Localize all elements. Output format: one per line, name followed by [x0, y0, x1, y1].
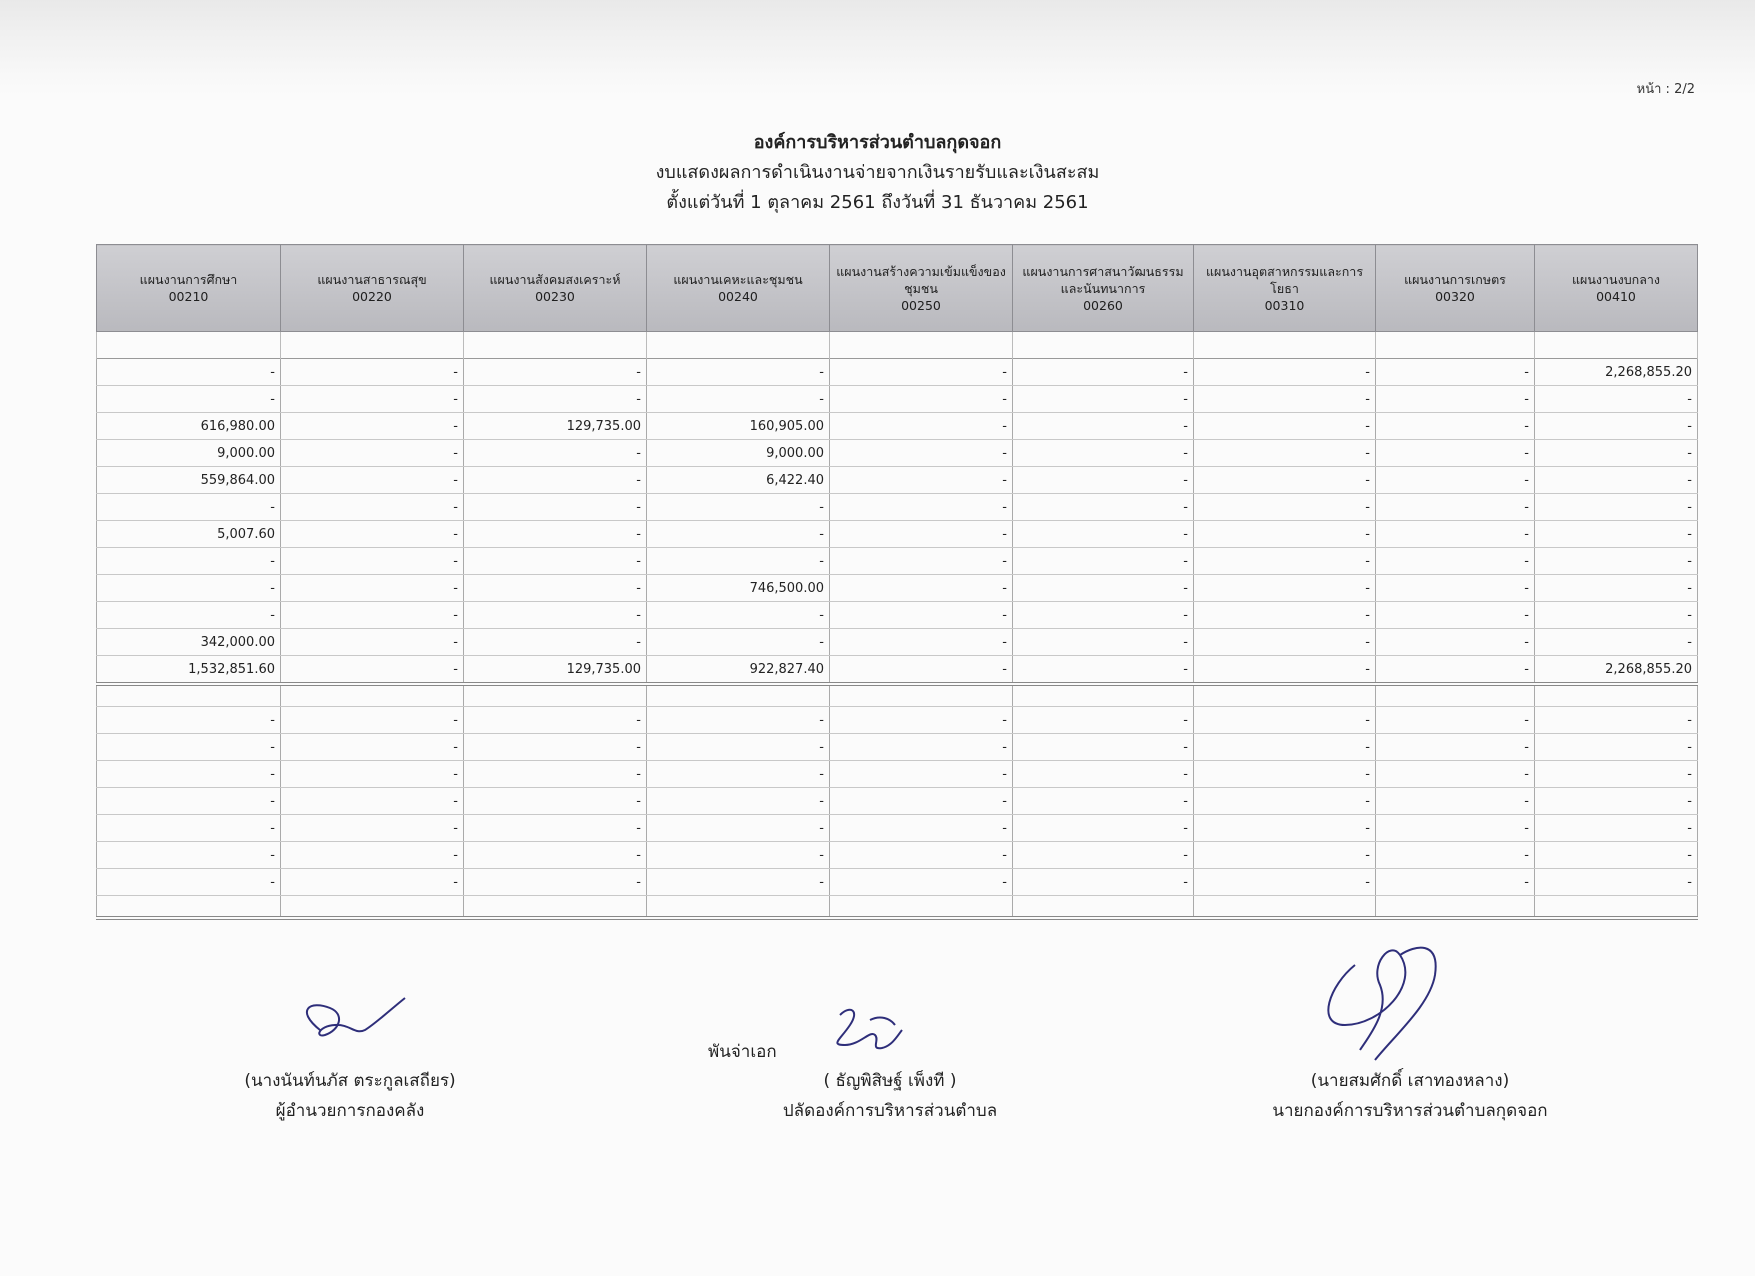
table-row: [97, 788, 1698, 815]
table-cell: [1013, 684, 1194, 707]
table-cell: -: [1376, 707, 1535, 734]
table-cell: -: [1535, 842, 1698, 869]
table-row: [97, 869, 1698, 896]
table-cell: -: [647, 734, 830, 761]
table-cell: -: [281, 413, 464, 440]
signature-right: [1220, 1066, 1600, 1126]
table-cell: -: [1535, 869, 1698, 896]
table-cell: [1376, 896, 1535, 919]
table-cell: -: [830, 440, 1013, 467]
table-cell: -: [647, 521, 830, 548]
table-cell: -: [464, 842, 647, 869]
table-cell: -: [1535, 602, 1698, 629]
table-cell: -: [1013, 656, 1194, 685]
table-cell: [281, 332, 464, 359]
table-cell: -: [464, 815, 647, 842]
table-header-row: [97, 245, 1698, 332]
table-cell: 2,268,855.20: [1535, 656, 1698, 685]
table-cell: -: [1194, 869, 1376, 896]
table-cell: -: [830, 494, 1013, 521]
table-cell: -: [830, 761, 1013, 788]
column-code: 00210: [168, 289, 209, 304]
table-cell: -: [97, 494, 281, 521]
table-cell: [1376, 332, 1535, 359]
table-cell: -: [1194, 359, 1376, 386]
column-name: แผนงานเคหะและชุมชน: [673, 272, 803, 287]
table-cell: -: [647, 842, 830, 869]
table-cell: -: [1013, 761, 1194, 788]
table-cell: -: [281, 734, 464, 761]
table-row: [97, 332, 1698, 359]
signature-left: [210, 1066, 490, 1126]
table-cell: -: [1194, 656, 1376, 685]
table-cell: -: [1535, 386, 1698, 413]
column-header: [1194, 245, 1376, 332]
column-name: แผนงานสังคมสงเคราะห์: [489, 272, 621, 287]
table-cell: 6,422.40: [647, 467, 830, 494]
table-cell: -: [464, 602, 647, 629]
table-row: [97, 896, 1698, 919]
column-name: แผนงานงบกลาง: [1572, 272, 1660, 287]
table-cell: -: [1535, 440, 1698, 467]
table-cell: -: [464, 629, 647, 656]
table-cell: -: [1194, 548, 1376, 575]
table-cell: -: [97, 602, 281, 629]
table-cell: 922,827.40: [647, 656, 830, 685]
table-cell: [464, 332, 647, 359]
table-cell: -: [281, 494, 464, 521]
table-cell: -: [1013, 788, 1194, 815]
expense-table: [96, 244, 1698, 920]
table-row: [97, 494, 1698, 521]
signer-name: (นางนันท์นภัส ตระกูลเสถียร): [244, 1071, 456, 1091]
table-cell: -: [97, 761, 281, 788]
table-cell: -: [647, 602, 830, 629]
table-cell: -: [1535, 494, 1698, 521]
table-cell: -: [830, 413, 1013, 440]
table-body: [97, 332, 1698, 919]
table-row: [97, 707, 1698, 734]
table-row: [97, 602, 1698, 629]
table-cell: -: [1376, 734, 1535, 761]
table-cell: -: [830, 788, 1013, 815]
column-name: แผนงานสร้างความเข้มแข็งของชุมชน: [836, 263, 1006, 296]
table-cell: -: [97, 548, 281, 575]
table-cell: [1013, 332, 1194, 359]
table-cell: -: [281, 359, 464, 386]
table-cell: -: [830, 467, 1013, 494]
table-cell: -: [647, 359, 830, 386]
table-cell: -: [830, 602, 1013, 629]
table-row: [97, 386, 1698, 413]
table-cell: 9,000.00: [97, 440, 281, 467]
table-cell: -: [1535, 521, 1698, 548]
column-header: [97, 245, 281, 332]
column-header: [830, 245, 1013, 332]
table-cell: -: [464, 440, 647, 467]
table-cell: 9,000.00: [647, 440, 830, 467]
table-cell: -: [464, 494, 647, 521]
table-row: [97, 413, 1698, 440]
table-cell: -: [1535, 707, 1698, 734]
table-cell: [647, 896, 830, 919]
table-cell: -: [1194, 629, 1376, 656]
column-code: 00410: [1596, 289, 1636, 304]
table-cell: -: [1376, 656, 1535, 685]
table-row: [97, 467, 1698, 494]
table-cell: -: [1376, 386, 1535, 413]
column-code: 00230: [535, 289, 575, 304]
table-cell: -: [1013, 521, 1194, 548]
column-code: 00250: [901, 297, 941, 313]
table-cell: -: [281, 869, 464, 896]
table-cell: -: [1535, 413, 1698, 440]
table-cell: [464, 684, 647, 707]
table-row: [97, 656, 1698, 685]
org-title: องค์การบริหารส่วนตำบลกุดจอก: [753, 132, 1002, 153]
column-name: แผนงานการศาสนาวัฒนธรรมและนันทนาการ: [1022, 263, 1184, 296]
signature-left-icon: [290, 990, 430, 1060]
table-cell: -: [830, 575, 1013, 602]
table-cell: -: [1376, 494, 1535, 521]
table-cell: -: [830, 869, 1013, 896]
table-cell: -: [1376, 815, 1535, 842]
table-row: [97, 575, 1698, 602]
column-name: แผนงานสาธารณสุข: [317, 272, 427, 287]
table-cell: -: [830, 842, 1013, 869]
table-cell: [97, 332, 281, 359]
column-code: 00320: [1435, 289, 1475, 304]
table-cell: -: [281, 761, 464, 788]
table-cell: -: [97, 788, 281, 815]
table-cell: [281, 896, 464, 919]
table-cell: -: [1194, 842, 1376, 869]
table-cell: [647, 332, 830, 359]
table-cell: -: [464, 521, 647, 548]
table-cell: -: [830, 359, 1013, 386]
table-cell: -: [830, 521, 1013, 548]
table-cell: -: [1013, 575, 1194, 602]
signature-middle: [740, 1066, 1040, 1126]
table-cell: -: [281, 521, 464, 548]
table-row: [97, 629, 1698, 656]
table-cell: -: [1535, 467, 1698, 494]
table-cell: -: [1194, 707, 1376, 734]
table-cell: -: [1194, 815, 1376, 842]
table-cell: -: [1013, 440, 1194, 467]
table-cell: -: [1013, 602, 1194, 629]
table-cell: -: [97, 386, 281, 413]
table-row: [97, 684, 1698, 707]
table-cell: -: [830, 629, 1013, 656]
table-cell: -: [1013, 629, 1194, 656]
table-cell: -: [464, 575, 647, 602]
table-row: [97, 440, 1698, 467]
table-cell: -: [1194, 602, 1376, 629]
column-header: [464, 245, 647, 332]
table-cell: -: [1376, 521, 1535, 548]
table-cell: -: [281, 842, 464, 869]
table-cell: -: [1376, 602, 1535, 629]
table-row: [97, 815, 1698, 842]
table-cell: -: [1194, 788, 1376, 815]
table-cell: -: [1376, 869, 1535, 896]
table-cell: 1,532,851.60: [97, 656, 281, 685]
table-cell: -: [1376, 467, 1535, 494]
signature-right-icon: [1300, 925, 1460, 1065]
table-cell: -: [1013, 494, 1194, 521]
table-cell: -: [1376, 788, 1535, 815]
table-cell: -: [1194, 575, 1376, 602]
table-cell: -: [1013, 548, 1194, 575]
table-cell: -: [281, 548, 464, 575]
table-cell: -: [1376, 575, 1535, 602]
table-cell: -: [1376, 359, 1535, 386]
table-cell: -: [1376, 413, 1535, 440]
table-cell: [830, 332, 1013, 359]
table-cell: [1194, 332, 1376, 359]
table-cell: -: [830, 815, 1013, 842]
table-cell: -: [1376, 440, 1535, 467]
column-code: 00260: [1083, 297, 1123, 313]
table-cell: [97, 684, 281, 707]
expense-table-wrapper: [96, 244, 1697, 920]
column-header: [281, 245, 464, 332]
table-cell: [1013, 896, 1194, 919]
table-cell: -: [1013, 815, 1194, 842]
table-row: [97, 521, 1698, 548]
table-cell: -: [1013, 359, 1194, 386]
table-cell: 559,864.00: [97, 467, 281, 494]
column-header: [1535, 245, 1698, 332]
table-cell: -: [281, 788, 464, 815]
table-cell: -: [1194, 386, 1376, 413]
signature-middle-icon: [820, 1000, 920, 1075]
table-row: [97, 548, 1698, 575]
table-cell: [1194, 684, 1376, 707]
table-cell: -: [97, 734, 281, 761]
table-cell: -: [1194, 734, 1376, 761]
table-cell: -: [281, 467, 464, 494]
table-cell: -: [97, 707, 281, 734]
table-cell: -: [464, 788, 647, 815]
table-cell: -: [647, 629, 830, 656]
report-period: ตั้งแต่วันที่ 1 ตุลาคม 2561 ถึงวันที่ 31 ธันวาคม 2561: [666, 192, 1089, 213]
table-cell: [1535, 896, 1698, 919]
table-cell: -: [97, 842, 281, 869]
page-number: หน้า : 2/2: [1636, 82, 1695, 97]
table-cell: -: [464, 707, 647, 734]
table-cell: [1535, 332, 1698, 359]
table-cell: -: [1194, 494, 1376, 521]
table-cell: -: [647, 788, 830, 815]
column-header: [1013, 245, 1194, 332]
table-cell: -: [830, 734, 1013, 761]
table-cell: -: [647, 548, 830, 575]
table-row: [97, 842, 1698, 869]
signer-name: (นายสมศักดิ์ เสาทองหลาง): [1310, 1071, 1510, 1091]
table-cell: -: [1376, 548, 1535, 575]
table-cell: -: [1376, 761, 1535, 788]
table-cell: [281, 684, 464, 707]
table-cell: 129,735.00: [464, 656, 647, 685]
table-cell: [464, 896, 647, 919]
table-cell: -: [281, 707, 464, 734]
table-cell: 746,500.00: [647, 575, 830, 602]
column-code: 00240: [718, 289, 758, 304]
table-cell: -: [1013, 842, 1194, 869]
table-cell: -: [97, 815, 281, 842]
table-cell: [647, 684, 830, 707]
table-cell: -: [1013, 413, 1194, 440]
table-cell: -: [647, 494, 830, 521]
table-cell: -: [1013, 707, 1194, 734]
table-cell: -: [281, 575, 464, 602]
report-header: [0, 128, 1755, 218]
table-cell: -: [1535, 815, 1698, 842]
table-cell: -: [647, 761, 830, 788]
table-row: [97, 734, 1698, 761]
table-cell: -: [647, 869, 830, 896]
table-cell: -: [830, 548, 1013, 575]
table-cell: -: [1535, 788, 1698, 815]
table-cell: -: [464, 761, 647, 788]
table-cell: -: [281, 440, 464, 467]
table-cell: -: [1013, 869, 1194, 896]
table-cell: -: [1535, 548, 1698, 575]
table-cell: -: [281, 815, 464, 842]
table-cell: [1376, 684, 1535, 707]
table-cell: 342,000.00: [97, 629, 281, 656]
rank-title: พันจ่าเอก: [708, 1042, 777, 1062]
table-cell: -: [647, 707, 830, 734]
table-cell: [97, 896, 281, 919]
column-header: [1376, 245, 1535, 332]
table-cell: 616,980.00: [97, 413, 281, 440]
table-cell: -: [97, 575, 281, 602]
table-cell: -: [1194, 521, 1376, 548]
table-cell: -: [1535, 629, 1698, 656]
table-cell: -: [1376, 629, 1535, 656]
column-name: แผนงานการศึกษา: [139, 272, 238, 287]
signer-position: ผู้อำนวยการกองคลัง: [275, 1101, 425, 1121]
table-cell: [830, 684, 1013, 707]
table-cell: -: [1376, 842, 1535, 869]
table-cell: -: [1194, 413, 1376, 440]
table-cell: -: [1194, 467, 1376, 494]
table-cell: -: [281, 656, 464, 685]
signer-name: ( ธัญพิสิษฐ์ เพ็งที ): [823, 1071, 957, 1091]
column-code: 00310: [1264, 297, 1305, 313]
scan-shadow: [0, 0, 1755, 95]
table-cell: -: [464, 869, 647, 896]
table-cell: -: [281, 629, 464, 656]
column-header: [647, 245, 830, 332]
table-cell: -: [1535, 575, 1698, 602]
column-name: แผนงานอุตสาหกรรมและการโยธา: [1205, 263, 1364, 296]
table-cell: 5,007.60: [97, 521, 281, 548]
signer-position: ปลัดองค์การบริหารส่วนตำบล: [782, 1101, 998, 1121]
table-cell: -: [647, 815, 830, 842]
table-cell: -: [1535, 734, 1698, 761]
table-cell: -: [1013, 386, 1194, 413]
table-cell: -: [281, 602, 464, 629]
table-cell: -: [97, 359, 281, 386]
table-row: [97, 359, 1698, 386]
table-cell: -: [1194, 761, 1376, 788]
column-name: แผนงานการเกษตร: [1404, 272, 1506, 287]
table-cell: -: [464, 734, 647, 761]
statement-title: งบแสดงผลการดำเนินงานจ่ายจากเงินรายรับและเงินสะสม: [655, 162, 1100, 183]
table-cell: [1194, 896, 1376, 919]
table-cell: 160,905.00: [647, 413, 830, 440]
table-cell: -: [1535, 761, 1698, 788]
table-cell: [1535, 684, 1698, 707]
table-cell: -: [464, 467, 647, 494]
table-row: [97, 761, 1698, 788]
table-cell: -: [464, 386, 647, 413]
table-cell: -: [97, 869, 281, 896]
table-cell: -: [464, 548, 647, 575]
table-cell: -: [1013, 467, 1194, 494]
column-code: 00220: [352, 289, 392, 304]
table-cell: -: [1013, 734, 1194, 761]
table-cell: -: [830, 707, 1013, 734]
table-cell: -: [1194, 440, 1376, 467]
signer-position: นายกองค์การบริหารส่วนตำบลกุดจอก: [1272, 1101, 1548, 1121]
table-cell: [830, 896, 1013, 919]
table-cell: -: [830, 656, 1013, 685]
table-cell: -: [647, 386, 830, 413]
table-cell: -: [464, 359, 647, 386]
table-cell: 2,268,855.20: [1535, 359, 1698, 386]
table-cell: -: [830, 386, 1013, 413]
table-cell: 129,735.00: [464, 413, 647, 440]
table-cell: -: [281, 386, 464, 413]
